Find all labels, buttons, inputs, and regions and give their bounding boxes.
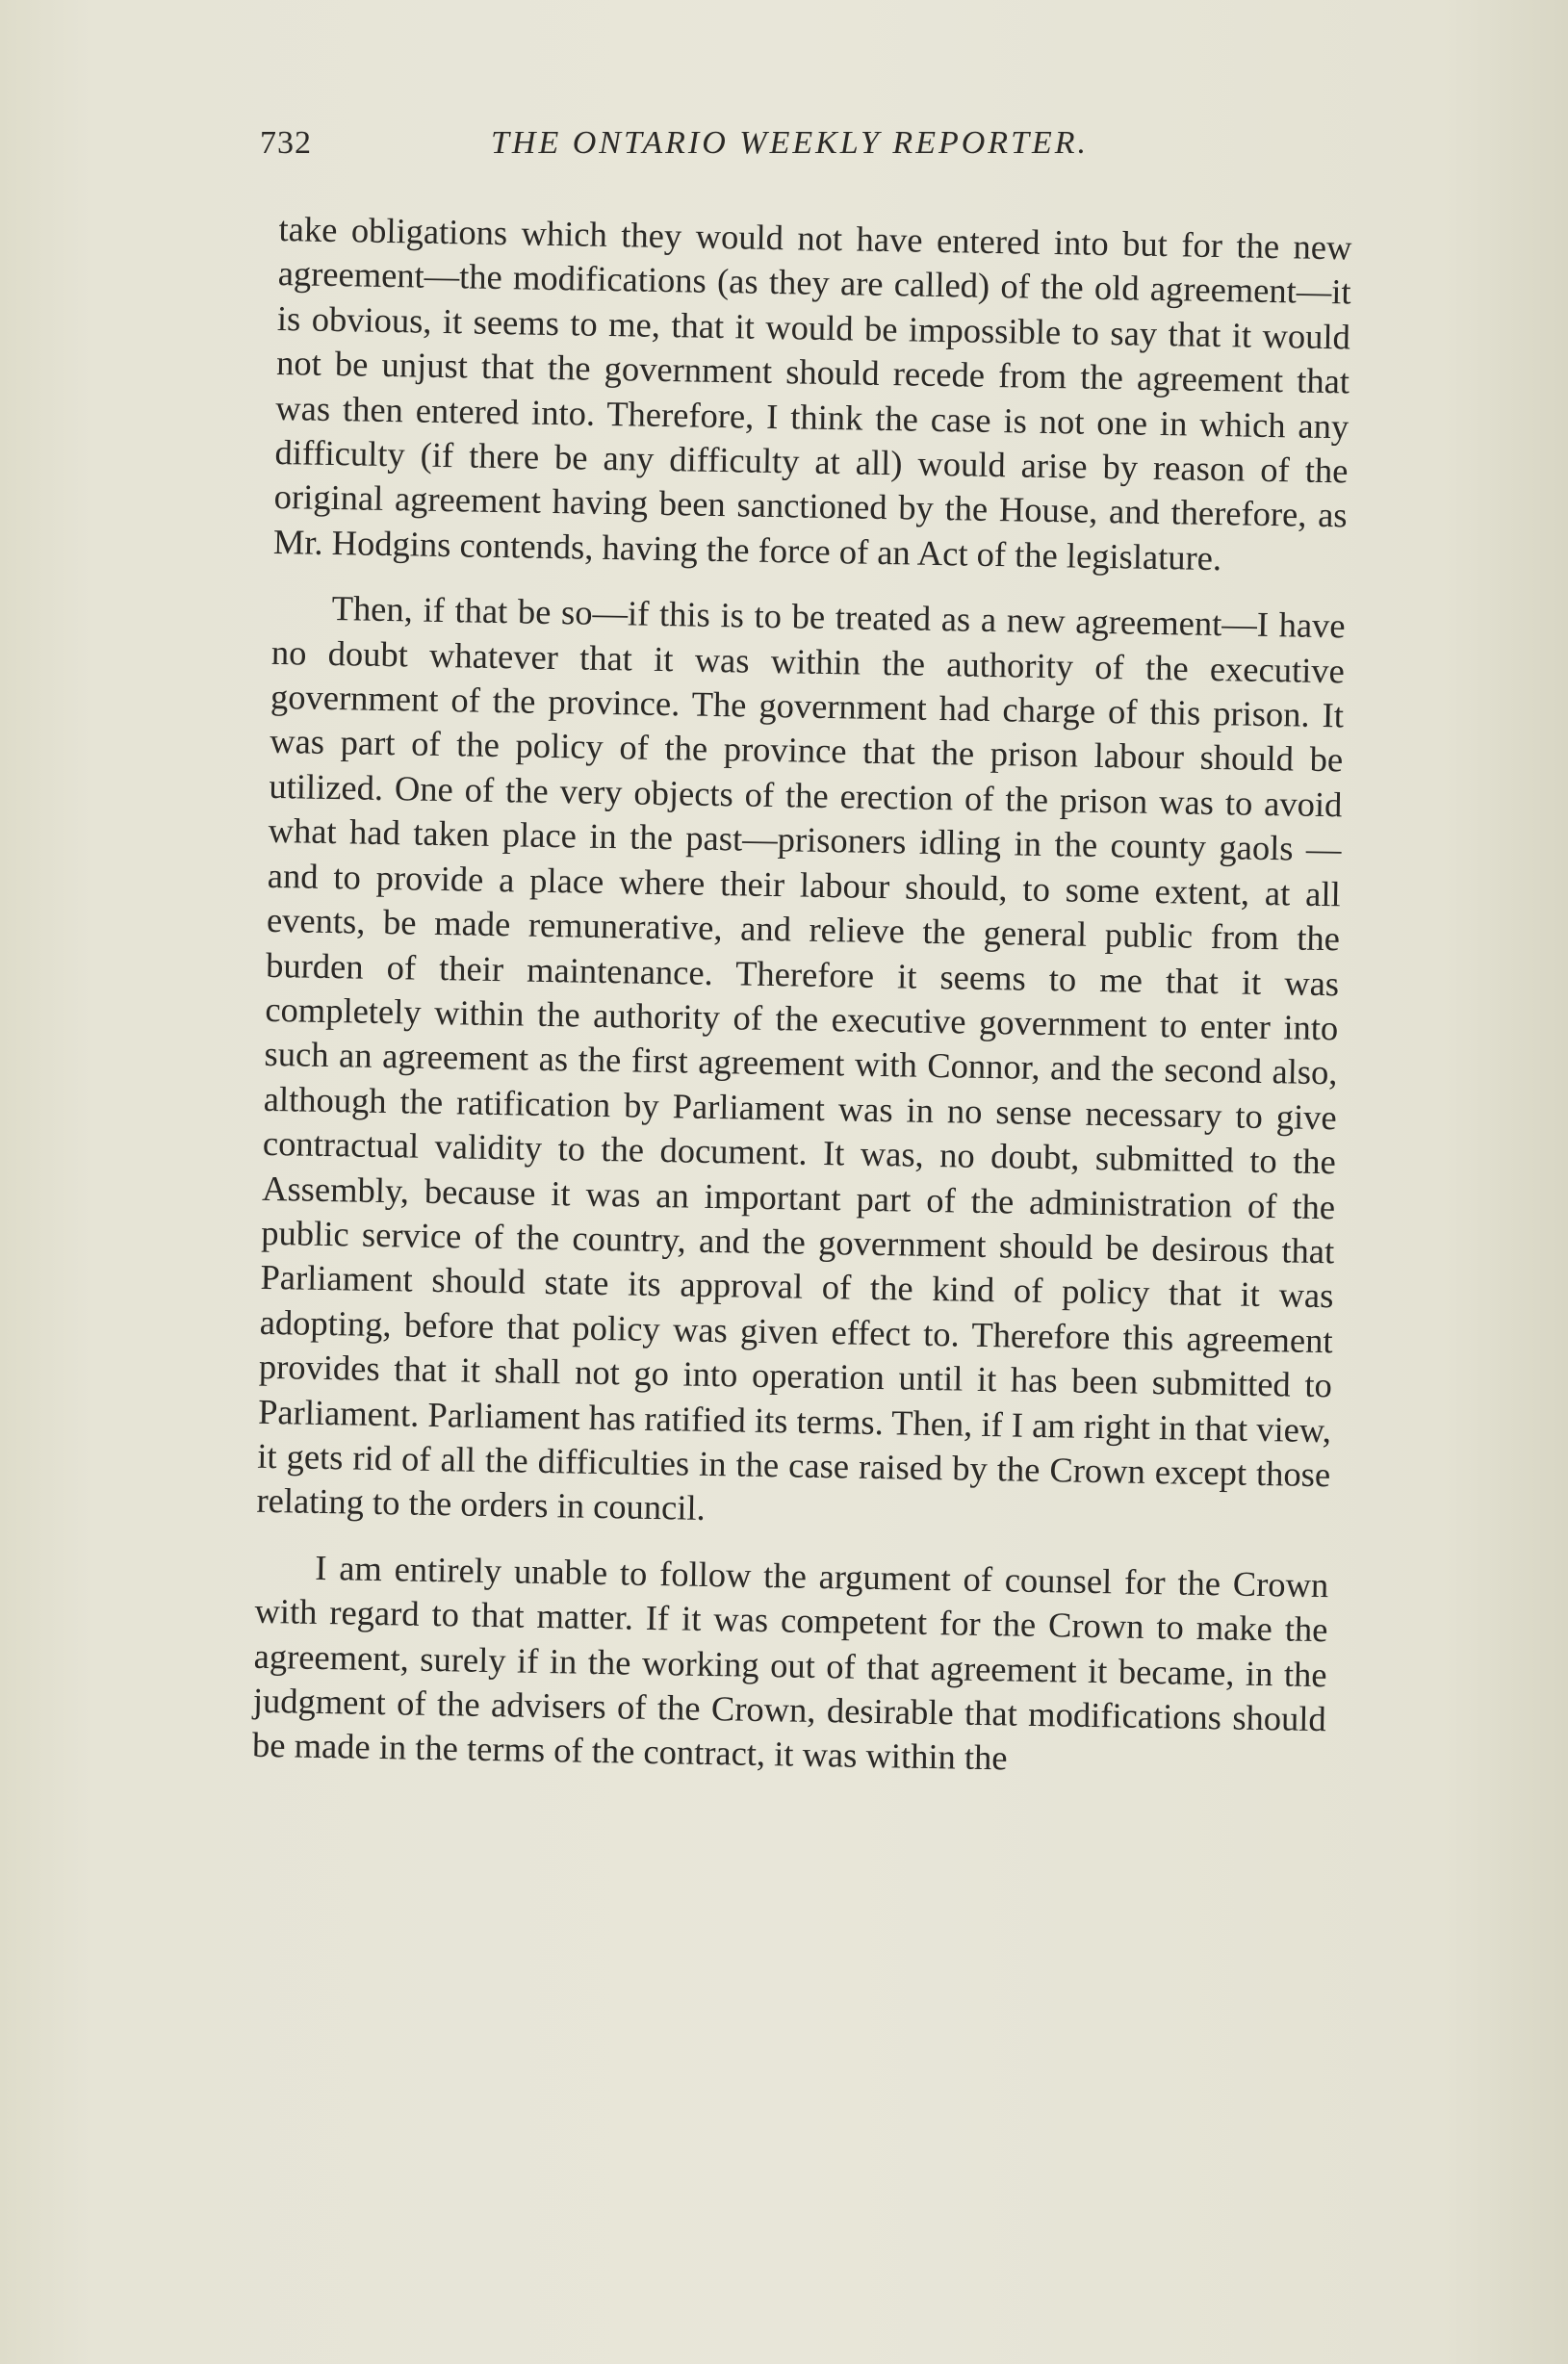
paragraph-1: take obligations which they would not have entered into but for the new agreement—the modifications (as they are called) of the old agreement—it is obvious, it seems to me, that it would be impossible to say that it would not be unjust that the government should recede from the agreement that was then entered into. Therefore, I think the case is not one in which any difficulty (if there be any difficulty at all) would arise by reason of the original agreement having been sanctioned by the House, and therefore, as Mr. Hodgins contends, having the force of an Act of the legislature. <box>272 208 1352 578</box>
running-title: THE ONTARIO WEEKLY REPORTER. <box>491 125 1090 161</box>
page-number: 732 <box>260 125 312 161</box>
paragraph-2: Then, if that be so—if this is to be treated as a new agreement—I have no doubt whatever that it was within the authority of the executive government of the province. The government had charge of this prison. It was part of the policy of the province that the prison labour should be utilized. One of the very objects of the erection of the prison was to avoid what had taken place in the past—prisoners idling in the county gaols — and to provide a place where their labour should, to some extent, at all events, be made remunerative, and relieve the general public from the burden of their maintenance. Therefore it seems to me that it was completely within the authority of the executive government to enter into such an agreement as the first agreement with Connor, and the second also, although the ratification by Parliament was in no sense necessary to give contractual validity to the document. It was, no doubt, submitted to the Assembly, because it was an important part of the administration of the public service of the country, and the government should be desirous that Parliament should state its approval of the kind of policy that it was adopting, before that policy was given effect to. Therefore this agreement provides that it shall not go into operation until it has been submitted to Parliament. Parliament has ratified its terms. Then, if I am right in that view, it gets rid of all the difficulties in the case raised by the Crown except those relating to the orders in council. <box>256 588 1346 1529</box>
paragraph-3: I am entirely unable to follow the argument of counsel for the Crown with regard to that matter. If it was competent for the Crown to make the agreement, surely if in the working out of that agreement it became, in the judgment of the advisers of the Crown, desirable that modifications should be made in the terms of the contract, it was within the <box>251 1547 1329 1778</box>
body-text <box>252 207 1352 1786</box>
page-header <box>260 125 1357 183</box>
